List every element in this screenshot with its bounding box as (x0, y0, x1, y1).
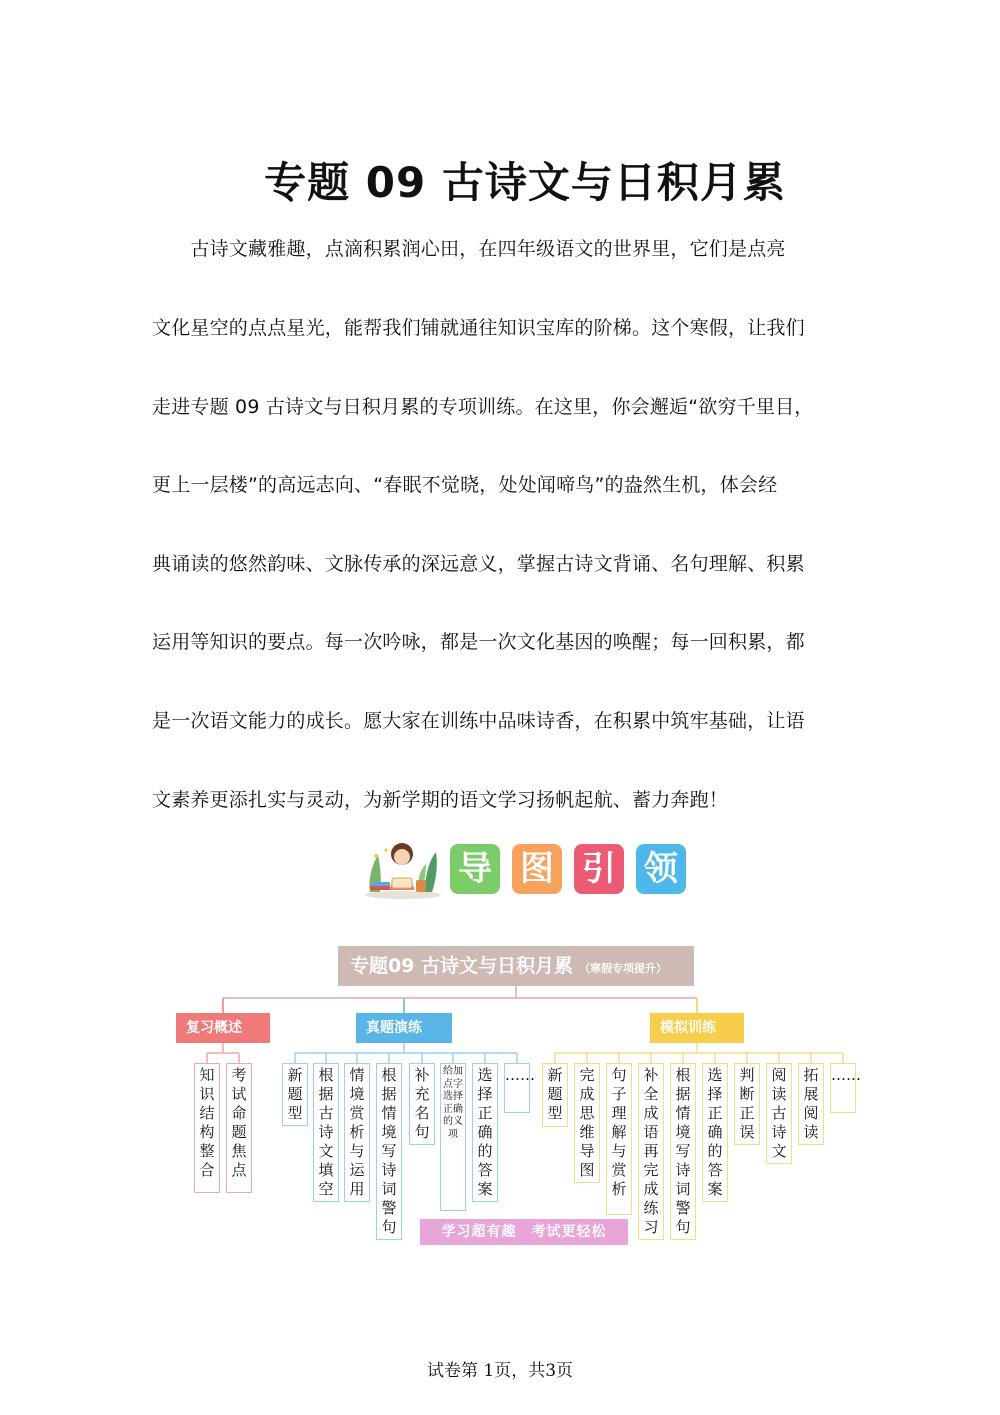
leaf-item: 阅读古诗文 (766, 1063, 792, 1164)
intro-line: 运用等知识的要点。每一次吟咏，都是一次文化基因的唤醒；每一回积累，都 (152, 631, 805, 653)
intro-line: 走进专题 09 古诗文与日积月累的专项训练。在这里，你会邂逅“欲穷千里目， (152, 396, 814, 418)
leaf-item: 根据情境写诗词警句 (376, 1063, 402, 1240)
intro-line: 文化星空的点点星光，能帮我们铺就通往知识宝库的阶梯。这个寒假，让我们 (152, 317, 805, 339)
leaf-item: 选择正确的答案 (472, 1063, 498, 1202)
leaf-item: …… (504, 1063, 530, 1113)
leaf-item: 考试命题焦点 (226, 1063, 252, 1193)
intro-line: 是一次语文能力的成长。愿大家在训练中品味诗香，在积累中筑牢基础，让语 (152, 710, 805, 732)
leaf-item: 补全成语再完成练习 (638, 1063, 664, 1240)
banner-tile-tu: 图 (512, 844, 562, 894)
leaf-item: 根据古诗文填空 (313, 1063, 339, 1202)
leaf-item: 判断正误 (734, 1063, 760, 1145)
leaf-item: 根据情境写诗词警句 (670, 1063, 696, 1240)
intro-line: 古诗文藏雅趣，点滴积累润心田，在四年级语文的世界里，它们是点亮 (152, 238, 786, 260)
guide-banner (362, 840, 692, 900)
page-footer: 试卷第 1页，共3页 (426, 1361, 574, 1381)
banner-tile-ling: 领 (636, 844, 686, 894)
leaf-item: 新题型 (282, 1063, 308, 1126)
intro-line: 文素养更添扎实与灵动，为新学期的语文学习扬帆起航、蓄力奔跑！ (152, 789, 729, 811)
intro-line: 更上一层楼”的高远志向、“春眠不觉晓，处处闻啼鸟”的盎然生机，体会经 (152, 474, 778, 496)
mind-map-root (338, 946, 694, 986)
leaf-item: 给加点字选择正确的义项 (440, 1063, 466, 1211)
leaf-item: 选择正确的答案 (702, 1063, 728, 1202)
leaf-item: 补充名句 (409, 1063, 435, 1145)
mind-map-root-title: 专题09 古诗文与日积月累 (350, 955, 574, 977)
banner-tile-dao: 导 (450, 844, 500, 894)
category-0: 复习概述 (176, 1013, 270, 1043)
leaf-item: 句子理解与赏析 (606, 1063, 632, 1215)
category-2: 模拟训练 (650, 1013, 744, 1043)
banner-tile-yin: 引 (574, 844, 624, 894)
leaf-item: 知识结构整合 (194, 1063, 220, 1193)
category-1: 真题演练 (356, 1013, 452, 1043)
reading-girl-illustration (362, 840, 444, 900)
leaf-item: 情境赏析与运用 (344, 1063, 370, 1202)
leaf-item: 拓展阅读 (798, 1063, 824, 1145)
mind-map-slogan: 学习超有趣 考试更轻松 (420, 1219, 628, 1245)
leaf-item: …… (830, 1063, 856, 1113)
leaf-item: 新题型 (542, 1063, 568, 1127)
intro-line: 典诵读的悠然韵味、文脉传承的深远意义，掌握古诗文背诵、名句理解、积累 (152, 553, 805, 575)
mind-map (170, 940, 861, 1250)
page-title: 专题 09 古诗文与日积月累 (264, 158, 786, 207)
mind-map-root-note: （寒假专项提升） (579, 962, 668, 975)
leaf-item: 完成思维导图 (574, 1063, 600, 1183)
